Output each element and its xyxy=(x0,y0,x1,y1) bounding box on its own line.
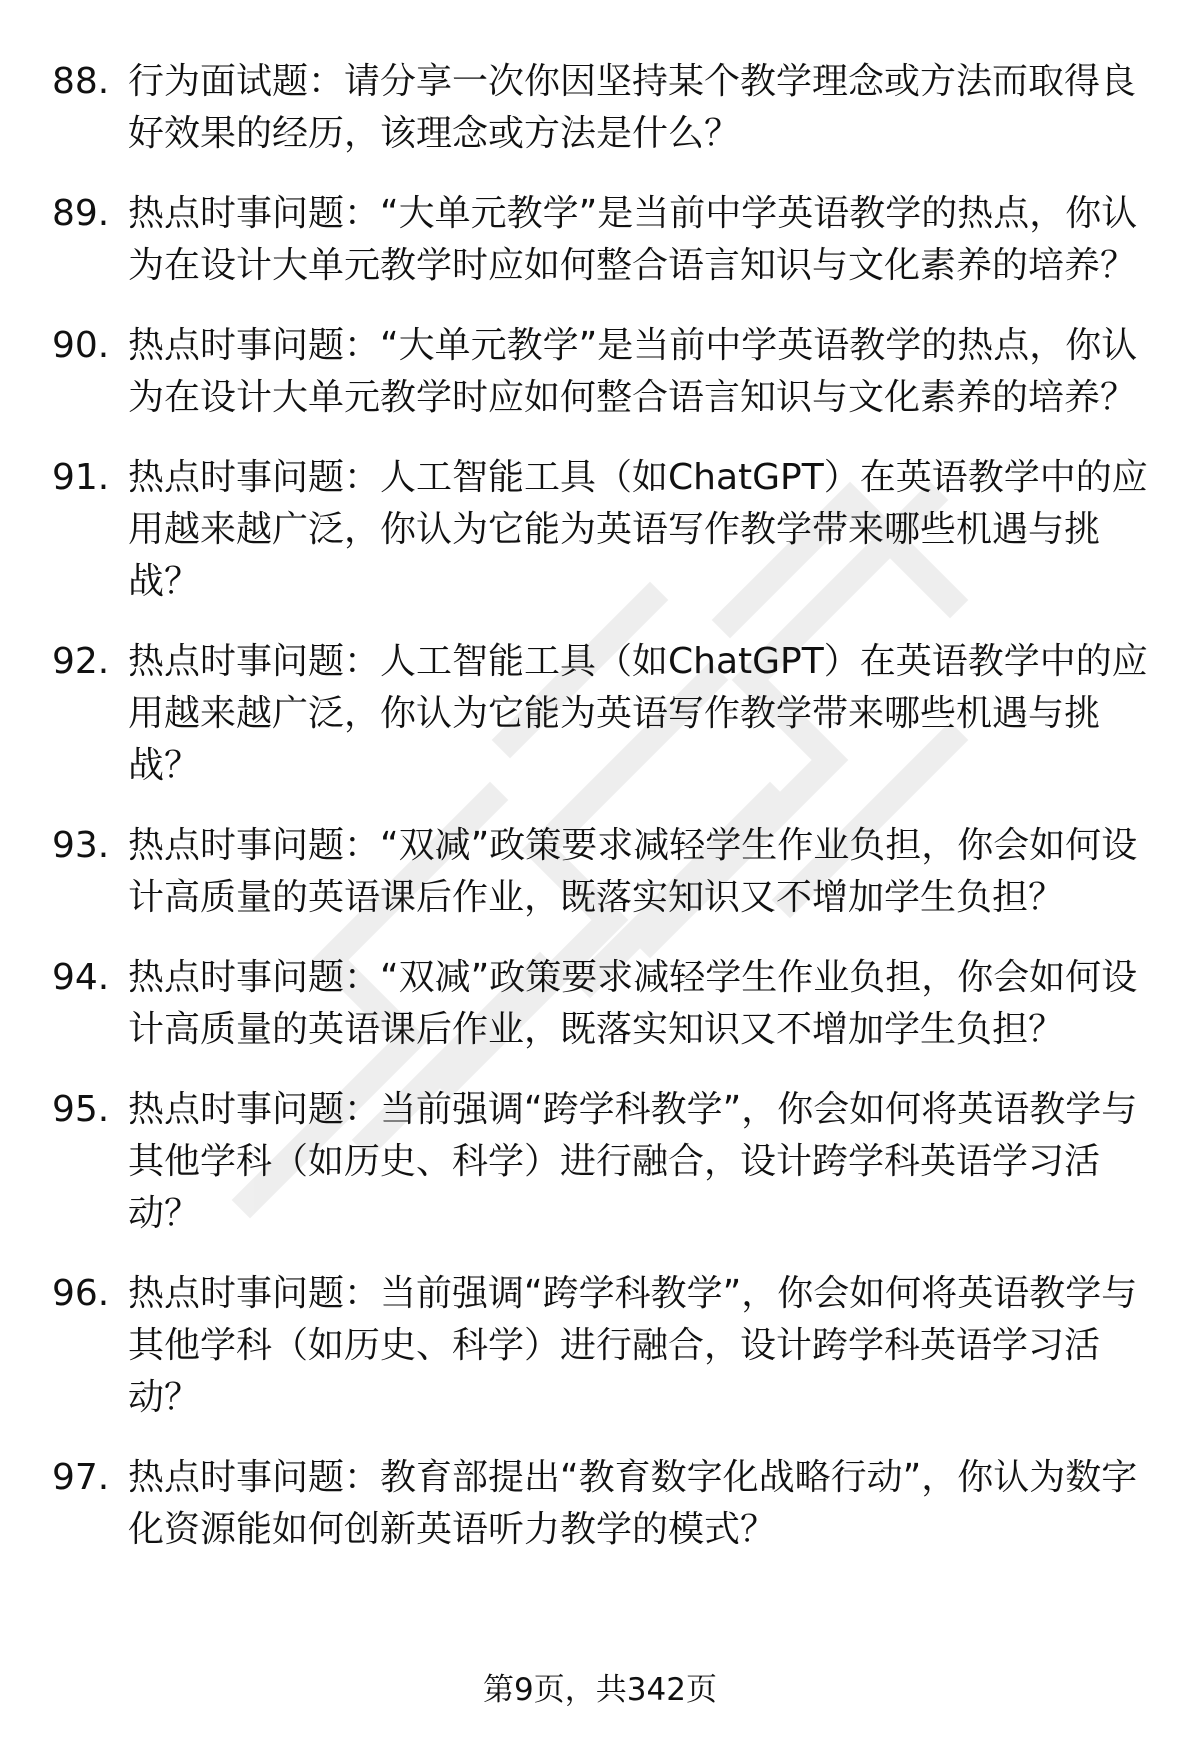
list-item xyxy=(52,952,1152,1056)
question-number: 91. xyxy=(52,457,110,498)
list-item xyxy=(52,320,1152,424)
question-text: 热点时事问题：当前强调“跨学科教学”，你会如何将英语教学与其他学科（如历史、科学）进行融合，设计跨学科英语学习活动？ xyxy=(128,1273,1138,1418)
page-number-footer: 第9页，共342页 xyxy=(483,1672,717,1708)
question-text: 热点时事问题：当前强调“跨学科教学”，你会如何将英语教学与其他学科（如历史、科学）进行融合，设计跨学科英语学习活动？ xyxy=(128,1089,1138,1234)
question-number: 94. xyxy=(52,957,110,998)
question-number: 96. xyxy=(52,1273,110,1314)
question-text: 热点时事问题：“双减”政策要求减轻学生作业负担，你会如何设计高质量的英语课后作业，既落实知识又不增加学生负担？ xyxy=(128,825,1138,918)
question-number: 90. xyxy=(52,325,110,366)
question-number: 97. xyxy=(52,1457,110,1498)
question-number: 92. xyxy=(52,641,110,682)
list-item xyxy=(52,820,1152,924)
question-text: 热点时事问题：人工智能工具（如ChatGPT）在英语教学中的应用越来越广泛，你认为它能为英语写作教学带来哪些机遇与挑战？ xyxy=(128,457,1148,602)
question-text: 热点时事问题：人工智能工具（如ChatGPT）在英语教学中的应用越来越广泛，你认为它能为英语写作教学带来哪些机遇与挑战？ xyxy=(128,641,1148,786)
question-text: 热点时事问题：“大单元教学”是当前中学英语教学的热点，你认为在设计大单元教学时应如何整合语言知识与文化素养的培养？ xyxy=(128,325,1138,418)
question-number: 93. xyxy=(52,825,110,866)
question-number: 95. xyxy=(52,1089,110,1130)
question-text: 热点时事问题：“大单元教学”是当前中学英语教学的热点，你认为在设计大单元教学时应如何整合语言知识与文化素养的培养？ xyxy=(128,193,1138,286)
question-number: 88. xyxy=(52,61,110,102)
list-item xyxy=(52,188,1152,292)
question-text: 热点时事问题：“双减”政策要求减轻学生作业负担，你会如何设计高质量的英语课后作业，既落实知识又不增加学生负担？ xyxy=(128,957,1138,1050)
question-text: 热点时事问题：教育部提出“教育数字化战略行动”，你认为数字化资源能如何创新英语听力教学的模式？ xyxy=(128,1457,1138,1550)
list-item xyxy=(52,636,1152,792)
list-item xyxy=(52,1084,1152,1240)
list-item xyxy=(52,1268,1152,1424)
question-number: 89. xyxy=(52,193,110,234)
list-item xyxy=(52,1452,1152,1556)
question-list xyxy=(52,56,1152,1584)
question-text: 行为面试题：请分享一次你因坚持某个教学理念或方法而取得良好效果的经历，该理念或方法是什么？ xyxy=(128,61,1137,154)
list-item xyxy=(52,56,1152,160)
list-item xyxy=(52,452,1152,608)
